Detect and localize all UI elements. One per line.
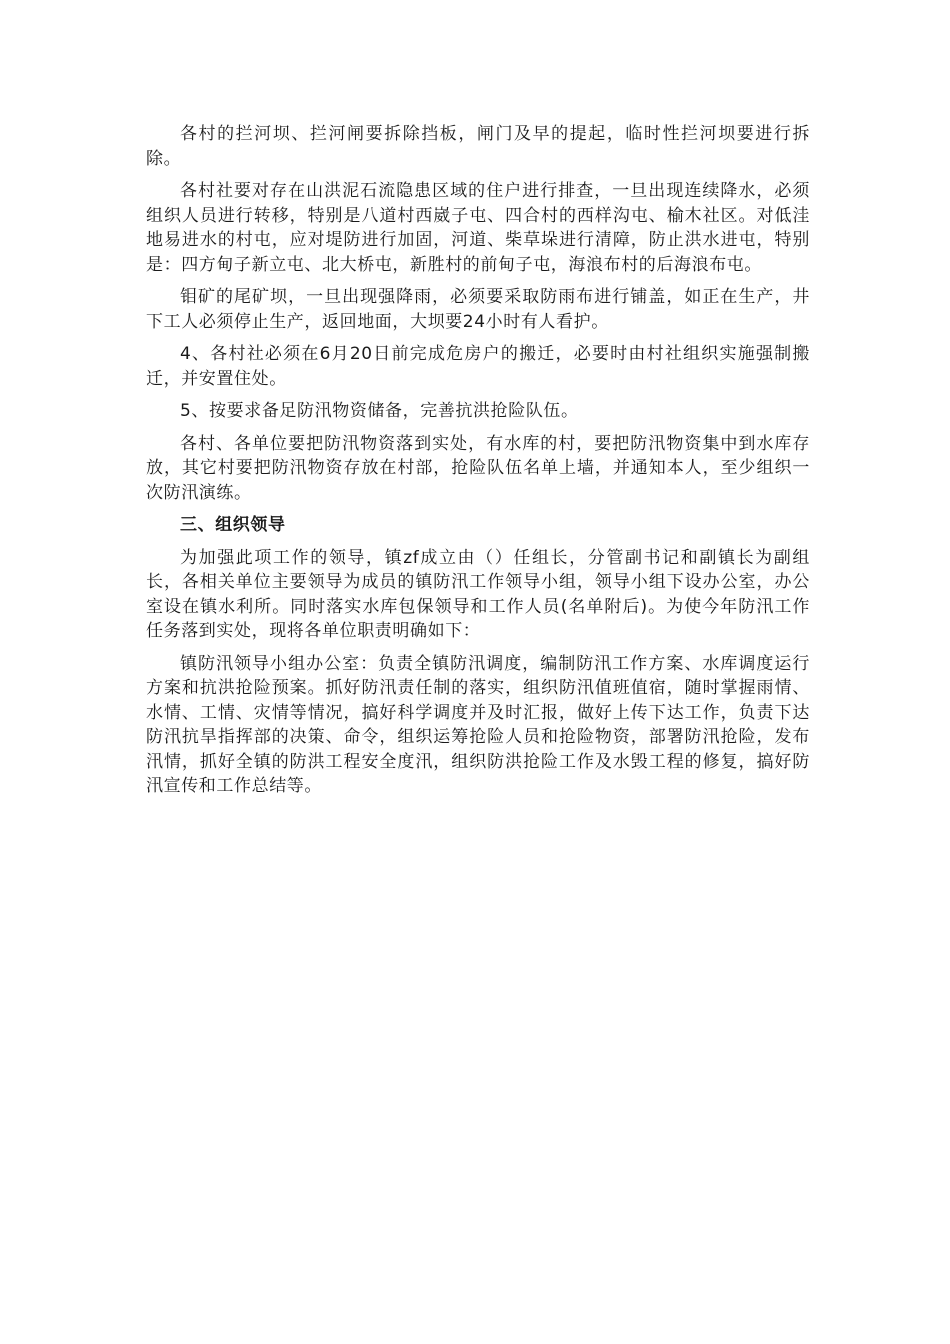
document-page [146,122,810,807]
paragraph-leadership: 为加强此项工作的领导，镇zf成立由（）任组长，分管副书记和副镇长为副组长，各相关单位主要领导为成员的镇防汛工作领导小组，领导小组下设办公室，办公室设在镇水利所。同时落实水库包保领导和工作人员(名单附后)。为使今年防汛工作任务落到实处，现将各单位职责明确如下： [146,547,810,641]
paragraph-evacuation: 各村社要对存在山洪泥石流隐患区域的住户进行排查，一旦出现连续降水，必须组织人员进行转移，特别是八道村西崴子屯、四合村的西样沟屯、榆木社区。对低洼地易进水的村屯，应对堤防进行加固，河道、柴草垛进行清障，防止洪水进屯，特别是：四方甸子新立屯、北大桥屯，新胜村的前甸子屯，海浪布村的后海浪布屯。 [146,181,810,275]
paragraph-relocation: 4、各村社必须在6月20日前完成危房户的搬迁，必要时由村社组织实施强制搬迁，并安置住处。 [146,344,810,389]
paragraph-tailings-dam: 钼矿的尾矿坝，一旦出现强降雨，必须要采取防雨布进行铺盖，如正在生产，井下工人必须停止生产，返回地面，大坝要24小时有人看护。 [146,287,810,332]
paragraph-supplies-detail: 各村、各单位要把防汛物资落到实处，有水库的村，要把防汛物资集中到水库存放，其它村要把防汛物资存放在村部，抢险队伍名单上墙，并通知本人，至少组织一次防汛演练。 [146,433,810,503]
paragraph-dam-removal: 各村的拦河坝、拦河闸要拆除挡板，闸门及早的提起，临时性拦河坝要进行拆除。 [146,124,810,169]
paragraph-supplies: 5、按要求备足防汛物资储备，完善抗洪抢险队伍。 [180,401,579,421]
section-heading: 三、组织领导 [180,515,286,535]
paragraph-office-duties: 镇防汛领导小组办公室：负责全镇防汛调度，编制防汛工作方案、水库调度运行方案和抗洪抢险预案。抓好防汛责任制的落实，组织防汛值班值宿，随时掌握雨情、水情、工情、灾情等情况，搞好科学调度并及时汇报，做好上传下达工作，负责下达防汛抗旱指挥部的决策、命令，组织运筹抢险人员和抢险物资，部署防汛抢险，发布汛情，抓好全镇的防洪工程安全度汛，组织防洪抢险工作及水毁工程的修复，搞好防汛宣传和工作总结等。 [146,653,810,796]
